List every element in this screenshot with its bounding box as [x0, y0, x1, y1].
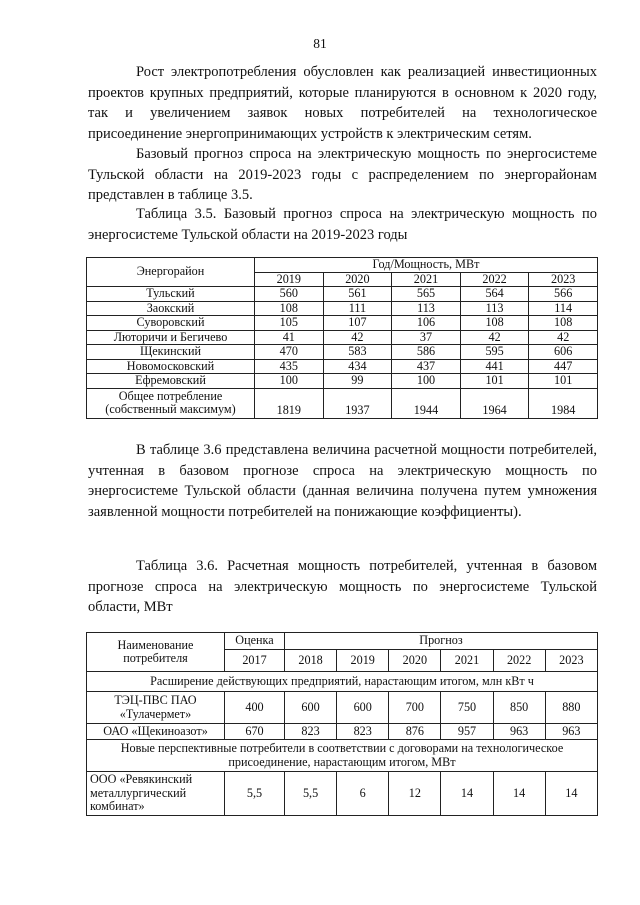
- table-3-6-caption: Таблица 3.6. Расчетная мощность потребителей, учтенная в базовом прогнозе спроса на электрическую мощность по энергосистеме Тульской области, МВт: [88, 558, 597, 615]
- section-row: [87, 672, 598, 692]
- table-cell: 113: [460, 301, 529, 316]
- col-header-line: потребителя: [123, 651, 188, 665]
- table-total-row: [87, 388, 598, 418]
- section-row: [87, 740, 598, 772]
- col-header-year: 2020: [323, 272, 392, 287]
- col-header-year: 2022: [493, 650, 545, 672]
- table-row: [87, 301, 598, 316]
- table-cell: 100: [255, 374, 324, 389]
- page-number: 81: [313, 36, 327, 51]
- table-cell: 14: [545, 772, 597, 816]
- table-cell: 12: [389, 772, 441, 816]
- table-row: [87, 287, 598, 302]
- table-cell: 1944: [392, 388, 461, 418]
- table-cell: 823: [285, 724, 337, 740]
- col-header-region: Энергорайон: [87, 258, 255, 287]
- table-row: [87, 692, 598, 724]
- table-row: [87, 316, 598, 331]
- table-cell: 37: [392, 330, 461, 345]
- col-header-year-group: Год/Мощность, МВт: [255, 258, 598, 273]
- table-cell: 586: [392, 345, 461, 360]
- table-cell: 400: [225, 692, 285, 724]
- paragraph-base-forecast: Базовый прогноз спроса на электрическую мощность по энергосистеме Тульской области на 2019-2023 годы с распределением по энергорайонам представлен в таблице 3.5.: [88, 146, 597, 203]
- total-label: [87, 388, 255, 418]
- table-cell: 823: [337, 724, 389, 740]
- col-header-forecast: Прогноз: [285, 633, 598, 650]
- section-new-consumers: [87, 740, 598, 772]
- table-cell: 880: [545, 692, 597, 724]
- table-cell: 108: [460, 316, 529, 331]
- col-header-year: 2019: [337, 650, 389, 672]
- col-header-consumer: [87, 633, 225, 672]
- table-cell: 963: [493, 724, 545, 740]
- table-cell: 106: [392, 316, 461, 331]
- table-cell: 5,5: [285, 772, 337, 816]
- table-cell: 606: [529, 345, 598, 360]
- row-label: [87, 772, 225, 816]
- section-line: Новые перспективные потребители в соответствии с договорами на технологическое: [120, 741, 564, 755]
- table-cell: 750: [441, 692, 493, 724]
- col-header-year: 2021: [392, 272, 461, 287]
- table-cell: 435: [255, 359, 324, 374]
- col-header-year: 2017: [225, 650, 285, 672]
- table-cell: 561: [323, 287, 392, 302]
- table-row: [87, 772, 598, 816]
- row-label: ОАО «Щекиноазот»: [87, 724, 225, 740]
- col-header-estimate: Оценка: [225, 633, 285, 650]
- table-3-5-caption: Таблица 3.5. Базовый прогноз спроса на электрическую мощность по энергосистеме Тульской области на 2019-2023 годы: [88, 206, 597, 243]
- table-cell: 100: [392, 374, 461, 389]
- row-label: Ефремовский: [87, 374, 255, 389]
- row-label-line: металлургический: [90, 785, 187, 800]
- table-cell: 437: [392, 359, 461, 374]
- paragraph-table-3-6-intro: В таблице 3.6 представлена величина расчетной мощности потребителей, учтенная в базовом прогнозе спроса на электрическую мощность по энергосистеме Тульской области (данная величина получена путем умножения заявленной мощности потребителей на понижающие коэффициенты).: [88, 442, 597, 520]
- table-row: [87, 359, 598, 374]
- row-label-line: ТЭЦ-ПВС ПАО: [114, 693, 197, 707]
- col-header-year: 2023: [545, 650, 597, 672]
- table-cell: 6: [337, 772, 389, 816]
- table-header-row: [87, 258, 598, 273]
- row-label: Заокский: [87, 301, 255, 316]
- table-cell: 565: [392, 287, 461, 302]
- table-cell: 1937: [323, 388, 392, 418]
- table-3-5: [86, 257, 598, 419]
- table-cell: 434: [323, 359, 392, 374]
- table-cell: 600: [337, 692, 389, 724]
- table-cell: 42: [323, 330, 392, 345]
- table-cell: 42: [460, 330, 529, 345]
- table-cell: 1964: [460, 388, 529, 418]
- table-cell: 14: [441, 772, 493, 816]
- table-cell: 111: [323, 301, 392, 316]
- table-cell: 850: [493, 692, 545, 724]
- col-header-year: 2020: [389, 650, 441, 672]
- table-cell: 1984: [529, 388, 598, 418]
- table-cell: 42: [529, 330, 598, 345]
- table-cell: 113: [392, 301, 461, 316]
- table-cell: 114: [529, 301, 598, 316]
- table-row: [87, 374, 598, 389]
- row-label: Щекинский: [87, 345, 255, 360]
- table-cell: 1819: [255, 388, 324, 418]
- section-existing-enterprises: Расширение действующих предприятий, нарастающим итогом, млн кВт ч: [87, 672, 598, 692]
- table-row: [87, 330, 598, 345]
- table-header-row: [87, 633, 598, 650]
- table-cell: 447: [529, 359, 598, 374]
- row-label: Тульский: [87, 287, 255, 302]
- table-cell: 5,5: [225, 772, 285, 816]
- row-label: Суворовский: [87, 316, 255, 331]
- col-header-year: 2023: [529, 272, 598, 287]
- total-label-line: (собственный максимум): [105, 402, 236, 416]
- row-label: Люторичи и Бегичево: [87, 330, 255, 345]
- col-header-line: Наименование: [117, 637, 194, 652]
- section-line: присоединение, нарастающим итогом, МВт: [228, 754, 456, 769]
- total-label-line: Общее потребление: [118, 388, 223, 403]
- table-cell: 441: [460, 359, 529, 374]
- table-cell: 564: [460, 287, 529, 302]
- table-cell: 700: [389, 692, 441, 724]
- table-cell: 600: [285, 692, 337, 724]
- table-cell: 108: [255, 301, 324, 316]
- row-label: [87, 692, 225, 724]
- col-header-year: 2019: [255, 272, 324, 287]
- table-cell: 595: [460, 345, 529, 360]
- table-cell: 560: [255, 287, 324, 302]
- row-label: Новомосковский: [87, 359, 255, 374]
- col-header-year: 2022: [460, 272, 529, 287]
- table-cell: 963: [545, 724, 597, 740]
- table-cell: 101: [529, 374, 598, 389]
- table-cell: 583: [323, 345, 392, 360]
- table-cell: 957: [441, 724, 493, 740]
- table-cell: 99: [323, 374, 392, 389]
- table-cell: 107: [323, 316, 392, 331]
- table-cell: 105: [255, 316, 324, 331]
- paragraph-investment: Рост электропотребления обусловлен как реализацией инвестиционных проектов крупных предприятий, которые планируются в основном к 2020 году, так и увеличением заявок новых потребителей на технологическое присоединение энергопринимающих устройств к электрическим сетям.: [88, 64, 597, 142]
- table-cell: 41: [255, 330, 324, 345]
- table-cell: 14: [493, 772, 545, 816]
- col-header-year: 2021: [441, 650, 493, 672]
- table-cell: 566: [529, 287, 598, 302]
- row-label-line: комбинат»: [90, 799, 145, 814]
- row-label-line: ООО «Ревякинский: [90, 772, 193, 787]
- table-cell: 670: [225, 724, 285, 740]
- table-cell: 470: [255, 345, 324, 360]
- table-cell: 101: [460, 374, 529, 389]
- table-row: [87, 724, 598, 740]
- table-cell: 876: [389, 724, 441, 740]
- table-cell: 108: [529, 316, 598, 331]
- table-3-6: [86, 632, 598, 816]
- col-header-year: 2018: [285, 650, 337, 672]
- row-label-line: «Тулачермет»: [119, 706, 192, 721]
- table-row: [87, 345, 598, 360]
